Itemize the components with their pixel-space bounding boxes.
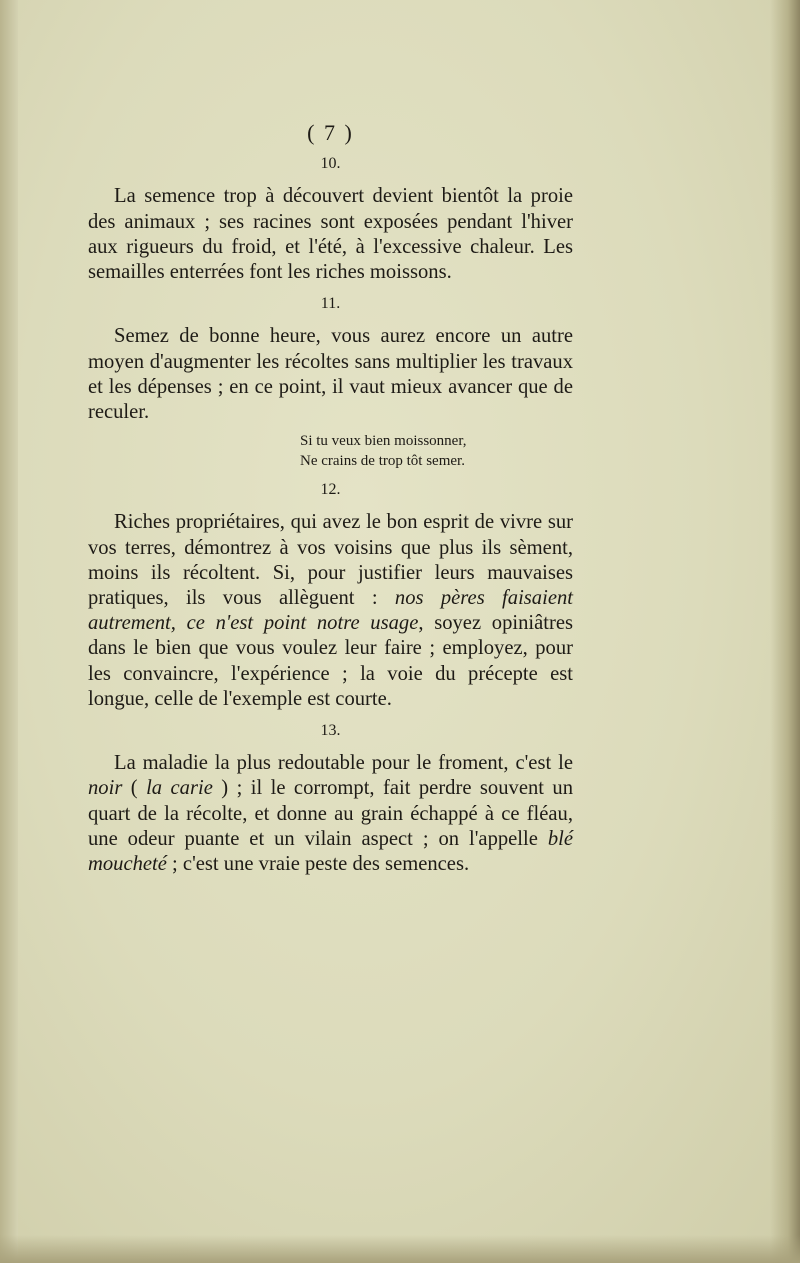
- paragraph-13-text-b: (: [122, 777, 147, 800]
- section-number-13: 13.: [320, 722, 341, 740]
- page-text: [88, 120, 573, 877]
- paragraph-13-italic-ble: blé moucheté: [88, 827, 573, 876]
- paragraph-11: Semez de bonne heure, vous aurez encore un autre moyen d'augmenter les récoltes sans multiplier les travaux et les dépenses ; en ce point, il vaut mieux avancer que de reculer.: [88, 325, 573, 424]
- paragraph-13-italic-carie: la carie: [146, 777, 213, 800]
- paragraph-13-text-c: ) ; il le corrompt, fait perdre souvent un quart de la récolte, et donne au grain échappé à ce fléau, une odeur puante et un vilain aspect ; on l'appelle: [88, 777, 574, 850]
- section-number-11: 11.: [320, 295, 341, 313]
- paragraph-12-text-b: , soyez opiniâtres dans le bien que vous voulez leur faire ; employez, pour les convaincre, l'expérience ; la voie du précepte est longue, celle de l'exemple est courte.: [88, 612, 573, 710]
- paragraph-13-text-a: La maladie la plus redoutable pour le froment, c'est le: [114, 752, 573, 775]
- paragraph-12: [88, 510, 573, 712]
- page-number: ( 7 ): [307, 120, 354, 145]
- proverb-verse: [300, 431, 573, 471]
- verse-line-2: Ne crains de trop tôt semer.: [300, 453, 465, 470]
- page-left-edge: [0, 0, 18, 1263]
- paragraph-13: [88, 751, 573, 877]
- paragraph-10: La semence trop à découvert devient bientôt la proie des animaux ; ses racines sont exposées pendant l'hiver aux rigueurs du froid, et l'été, à l'excessive chaleur. Les semailles enterrées font les riches moissons.: [88, 185, 573, 284]
- paragraph-13-italic-noir: noir: [88, 777, 123, 800]
- paragraph-12-italic-quote: nos pères faisaient autrement, ce n'est point notre usage: [88, 587, 573, 635]
- section-number-12: 12.: [320, 481, 341, 499]
- section-number-10: 10.: [320, 155, 341, 173]
- page-right-edge: [770, 0, 800, 1263]
- verse-line-1: Si tu veux bien moissonner,: [300, 433, 467, 450]
- paragraph-12-text-a: Riches propriétaires, qui avez le bon esprit de vivre sur vos terres, démontrez à vos voisins que plus ils sèment, moins ils récoltent. Si, pour justifier leurs mauvaises pratiques, ils vous allèguent :: [88, 511, 573, 610]
- page-bottom-edge: [0, 1235, 800, 1263]
- paragraph-13-text-d: ; c'est une vraie peste des semences.: [166, 853, 470, 876]
